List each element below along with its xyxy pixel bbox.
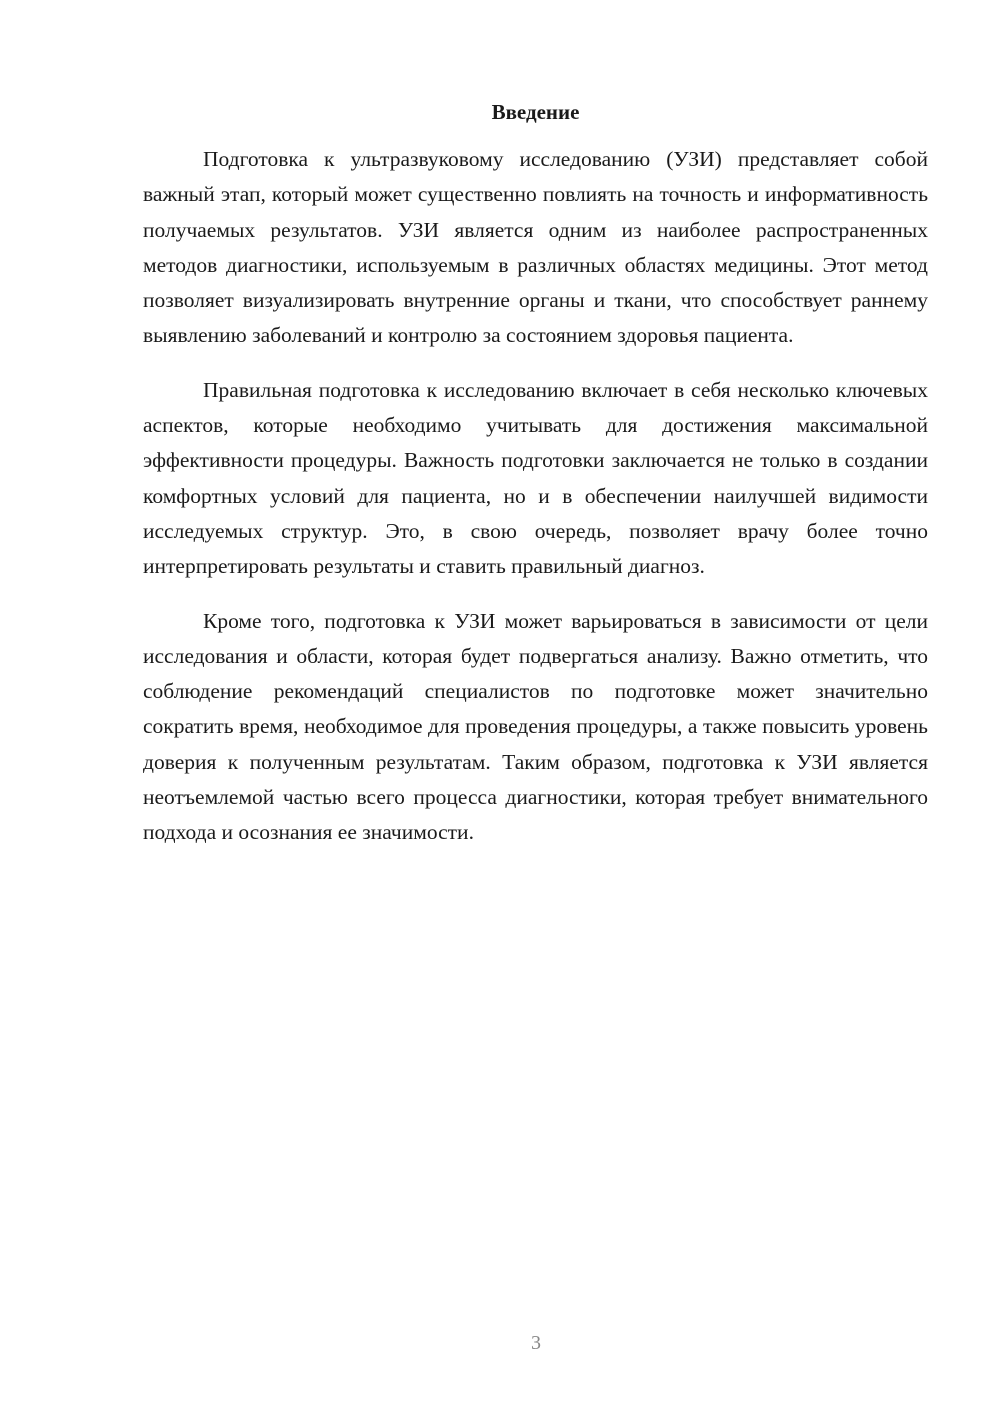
- body-text: [143, 142, 928, 870]
- paragraph-2: Правильная подготовка к исследованию включает в себя несколько ключевых аспектов, которые необходимо учитывать для достижения максимальной эффективности процедуры. Важность подготовки заключается не только в создании комфортных условий для пациента, но и в обеспечении наилучшей видимости исследуемых структур. Это, в свою очередь, позволяет врачу более точно интерпретировать результаты и ставить правильный диагноз.: [143, 377, 928, 579]
- paragraph-3: Кроме того, подготовка к УЗИ может варьироваться в зависимости от цели исследования и области, которая будет подвергаться анализу. Важно отметить, что соблюдение рекомендаций специалистов по подготовке может значительно сократить время, необходимое для проведения процедуры, а также повысить уровень доверия к полученным результатам. Таким образом, подготовка к УЗИ является неотъемлемой частью всего процесса диагностики, которая требует внимательного подхода и осознания ее значимости.: [143, 608, 928, 845]
- paragraph-1: Подготовка к ультразвуковому исследованию (УЗИ) представляет собой важный этап, который может существенно повлиять на точность и информативность получаемых результатов. УЗИ является одним из наиболее распространенных методов диагностики, используемым в различных областях медицины. Этот метод позволяет визуализировать внутренние органы и ткани, что способствует раннему выявлению заболеваний и контролю за состоянием здоровья пациента.: [143, 147, 928, 348]
- section-heading: Введение: [491, 100, 580, 124]
- page-number: 3: [531, 1332, 541, 1354]
